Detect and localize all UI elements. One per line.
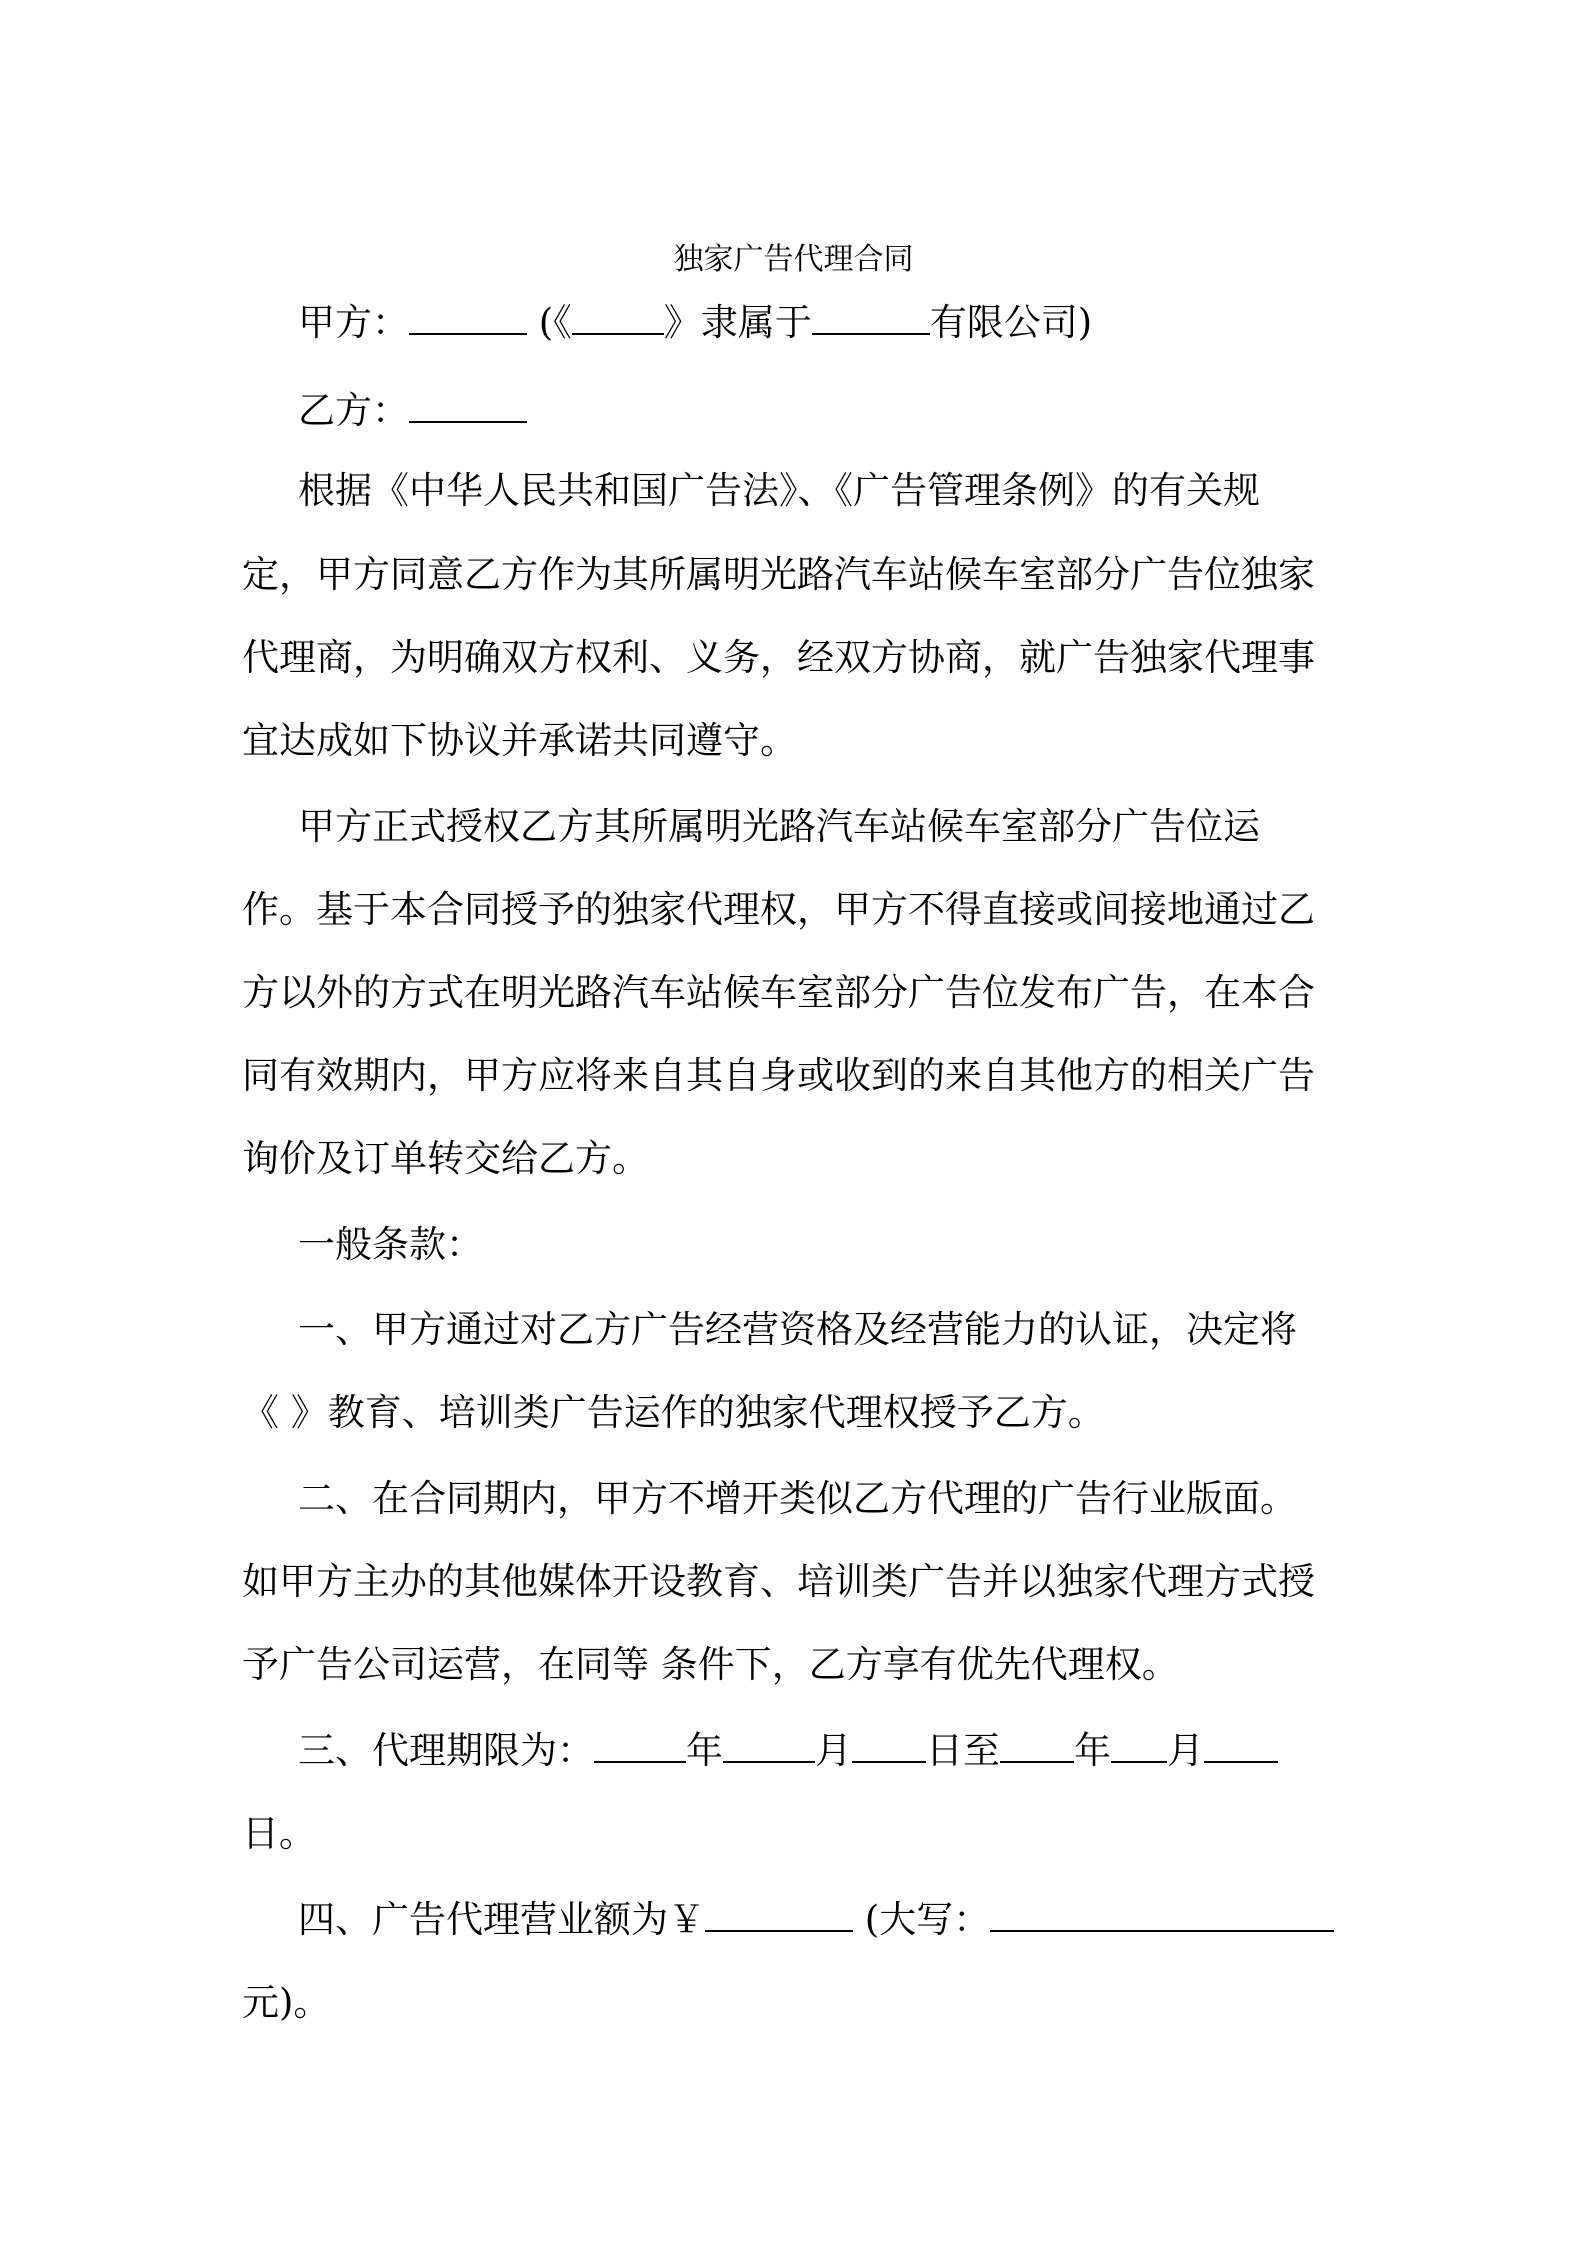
month-text: 月 (1167, 1729, 1204, 1772)
year-text: 年 (1074, 1729, 1111, 1772)
end-year-blank (1000, 1727, 1074, 1763)
party-b-line (298, 386, 527, 436)
party-a-label: 甲方： (298, 301, 409, 344)
publication-blank (572, 299, 664, 335)
party-b-label: 乙方： (298, 389, 409, 432)
section-heading: 一般条款： (298, 1223, 483, 1266)
clause-line: 二、在合同期内，甲方不增开类似乙方代理的广告行业版面。 (298, 1477, 1297, 1520)
party-b-blank (409, 387, 527, 423)
term-line-end: 日。 (242, 1812, 316, 1855)
paragraph-line: 代理商，为明确双方权利、义务，经双方协商，就广告独家代理事 (242, 636, 1315, 679)
paragraph-line: 同有效期内，甲方应将来自其自身或收到的来自其他方的相关广告 (242, 1054, 1315, 1097)
term-label: 三、代理期限为： (298, 1729, 594, 1772)
clause-line: 予广告公司运营，在同等 条件下，乙方享有优先代理权。 (242, 1643, 1179, 1686)
paragraph-line: 作。基于本合同授予的独家代理权，甲方不得直接或间接地通过乙 (242, 888, 1315, 931)
amount-words-label: (大写： (853, 1898, 991, 1941)
amount-figure-blank (705, 1896, 853, 1932)
start-month-blank (723, 1727, 815, 1763)
affiliated-to-text: 》隶属于 (663, 301, 812, 344)
party-a-line (298, 298, 1092, 348)
amount-line (298, 1895, 1334, 1945)
amount-words-blank (990, 1896, 1334, 1932)
paragraph-line: 询价及订单转交给乙方。 (242, 1137, 649, 1180)
paragraph-line: 甲方正式授权乙方其所属明光路汽车站候车室部分广告位运 (298, 805, 1260, 848)
amount-line-end: 元)。 (242, 1981, 331, 2024)
clause-line: 如甲方主办的其他媒体开设教育、培训类广告并以独家代理方式授 (242, 1560, 1315, 1603)
document-title: 独家广告代理合同 (673, 242, 914, 277)
party-a-blank (409, 299, 527, 335)
end-month-blank (1111, 1727, 1167, 1763)
start-day-blank (852, 1727, 926, 1763)
company-blank (812, 299, 930, 335)
paragraph-line: 根据《中华人民共和国广告法》、《广告管理条例》的有关规 (298, 469, 1260, 512)
start-year-blank (594, 1727, 686, 1763)
month-text: 月 (815, 1729, 852, 1772)
amount-label: 四、广告代理营业额为￥ (298, 1898, 705, 1941)
year-text: 年 (686, 1729, 723, 1772)
company-suffix: 有限公司) (929, 301, 1093, 344)
term-line (298, 1726, 1278, 1776)
day-to-text: 日至 (926, 1729, 1000, 1772)
end-day-blank (1204, 1727, 1278, 1763)
paragraph-line: 方以外的方式在明光路汽车站候车室部分广告位发布广告，在本合 (242, 971, 1315, 1014)
clause-line: 一、甲方通过对乙方广告经营资格及经营能力的认证，决定将 (298, 1308, 1297, 1351)
party-a-paren-open: (《 (527, 301, 572, 344)
clause-line: 《 》教育、培训类广告运作的独家代理权授予乙方。 (242, 1391, 1105, 1434)
paragraph-line: 定，甲方同意乙方作为其所属明光路汽车站候车室部分广告位独家 (242, 553, 1315, 596)
paragraph-line: 宜达成如下协议并承诺共同遵守。 (242, 719, 797, 762)
